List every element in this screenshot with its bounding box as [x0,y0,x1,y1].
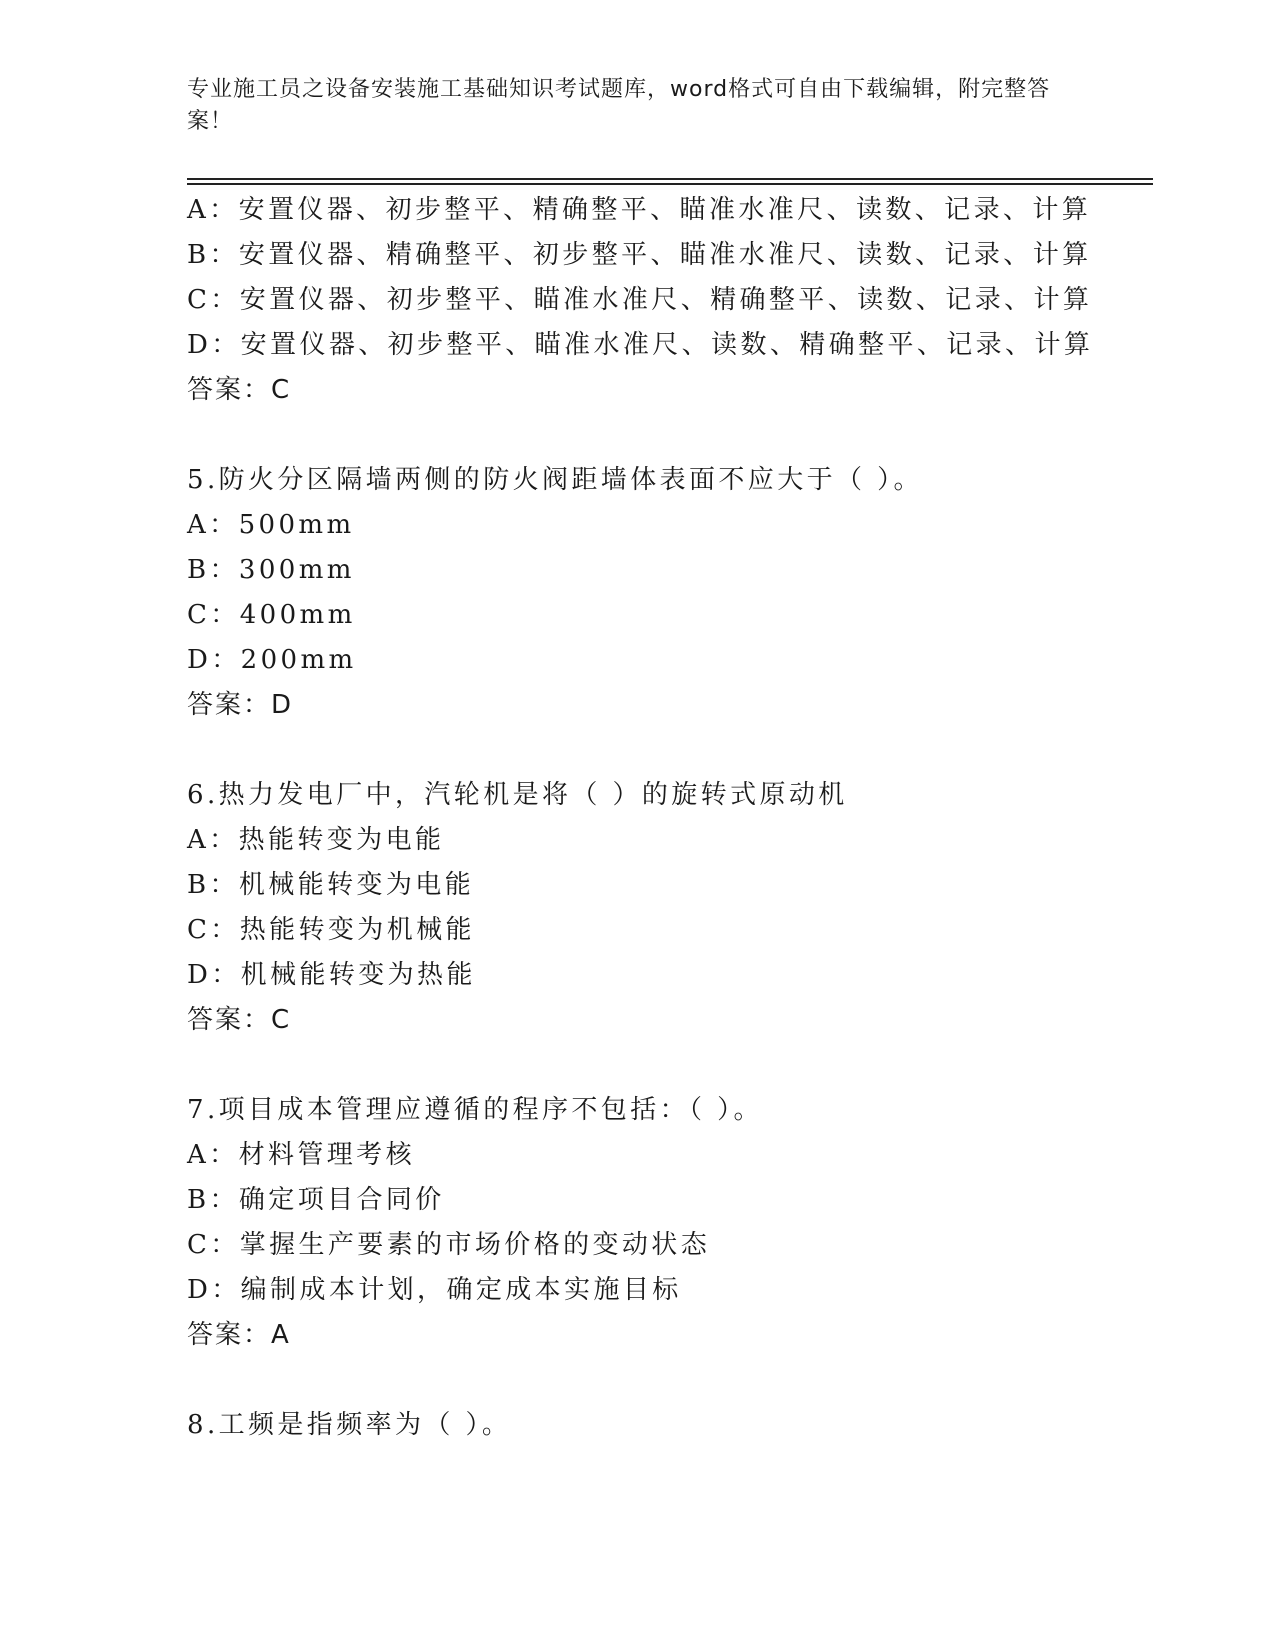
q6-option-a: A：热能转变为电能 [187,825,445,855]
q6-question: 6.热力发电厂中，汽轮机是将（ ）的旋转式原动机 [187,780,848,810]
q7-question: 7.项目成本管理应遵循的程序不包括：（ ）。 [187,1095,763,1125]
q6-option-b: B：机械能转变为电能 [187,870,475,900]
q4-option-b: B：安置仪器、精确整平、初步整平、瞄准水准尺、读数、记录、计算 [187,240,1092,270]
q6-option-d: D：机械能转变为热能 [187,960,476,990]
q7-option-d: D：编制成本计划，确定成本实施目标 [187,1275,682,1305]
q5-option-b: B：300mm [187,555,355,585]
q5-option-a: A：500mm [187,510,355,540]
q7-option-c: C：掌握生产要素的市场价格的变动状态 [187,1230,711,1260]
header-divider-top [187,178,1153,180]
q6-option-c: C：热能转变为机械能 [187,915,475,945]
q5-option-d: D：200mm [187,645,357,675]
q5-option-c: C：400mm [187,600,356,630]
q4-answer: 答案：C [187,375,292,405]
q4-option-c: C：安置仪器、初步整平、瞄准水准尺、精确整平、读数、记录、计算 [187,285,1093,315]
q6-answer: 答案：C [187,1005,292,1035]
q5-question: 5.防火分区隔墙两侧的防火阀距墙体表面不应大于（ ）。 [187,465,923,495]
q8-question: 8.工频是指频率为（ ）。 [187,1410,512,1440]
q7-answer: 答案：A [187,1320,291,1350]
header-divider-bottom [187,183,1153,185]
q4-option-d: D：安置仪器、初步整平、瞄准水准尺、读数、精确整平、记录、计算 [187,330,1094,360]
q7-option-b: B：确定项目合同价 [187,1185,445,1215]
q5-answer: 答案：D [187,690,294,720]
q7-option-a: A：材料管理考核 [187,1140,415,1170]
q4-option-a: A：安置仪器、初步整平、精确整平、瞄准水准尺、读数、记录、计算 [187,195,1092,225]
document-header: 专业施工员之设备安装施工基础知识考试题库，word格式可自由下载编辑，附完整答案！ [187,77,1051,134]
